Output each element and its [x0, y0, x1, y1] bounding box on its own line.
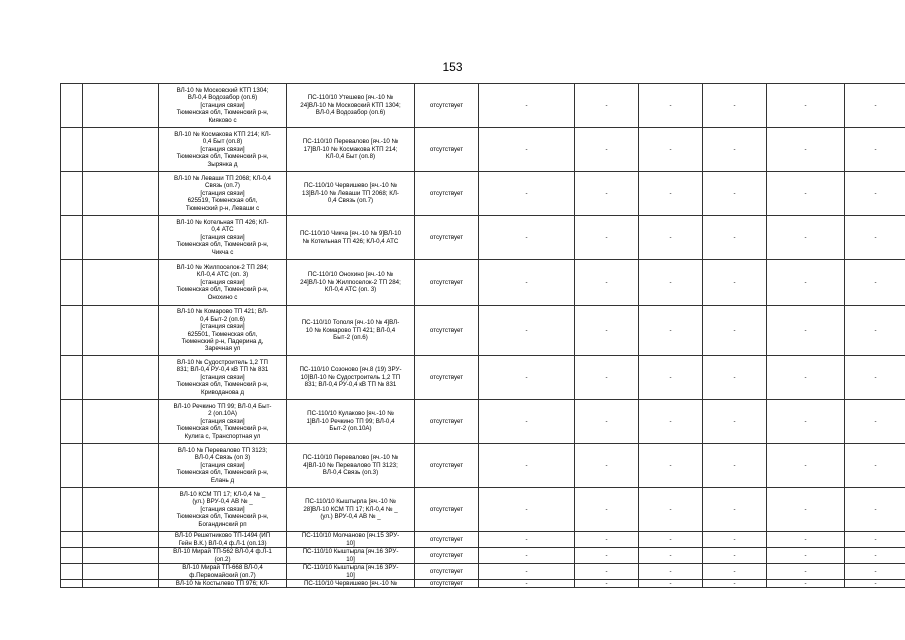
empty-cell	[83, 564, 159, 580]
value-cell: -	[639, 488, 703, 532]
value-cell: -	[703, 532, 767, 548]
value-cell: -	[575, 128, 639, 172]
value-cell: -	[639, 356, 703, 400]
empty-cell	[61, 216, 83, 260]
value-cell: -	[639, 172, 703, 216]
value-cell: -	[703, 444, 767, 488]
empty-cell	[61, 260, 83, 306]
value-cell: -	[767, 172, 845, 216]
status-cell: отсутствует	[415, 580, 479, 588]
substation-cell: ПС-110/10 Перевалово [яч.-10 № 4]ВЛ-10 № Перевалово ТП 3123; ВЛ-0,4 Связь (оп.3)	[287, 444, 415, 488]
status-cell: отсутствует	[415, 260, 479, 306]
line-description-cell: ВЛ-10 Решетниково ТП-1494 (ИП Гейн В.К.) ВЛ-0,4 ф.Л-1 (оп.13)	[159, 532, 287, 548]
value-cell: -	[639, 580, 703, 588]
table-row	[61, 356, 905, 400]
empty-cell	[61, 488, 83, 532]
value-cell: -	[479, 356, 575, 400]
empty-cell	[61, 548, 83, 564]
value-cell: -	[845, 488, 905, 532]
value-cell: -	[479, 216, 575, 260]
value-cell: -	[575, 532, 639, 548]
empty-cell	[83, 444, 159, 488]
value-cell: -	[639, 444, 703, 488]
value-cell: -	[639, 564, 703, 580]
value-cell: -	[845, 260, 905, 306]
line-description-cell: ВЛ-10 КСМ ТП 17; КЛ-0,4 № _ (ул.) ВРУ-0,4 АВ № _ [станция связи] Тюменская обл, Тюменский р-н, Богандинский рп	[159, 488, 287, 532]
table-row	[61, 488, 905, 532]
value-cell: -	[703, 564, 767, 580]
substation-cell: ПС-110/10 Кыштырла [яч.-10 № 28]ВЛ-10 КСМ ТП 17; КЛ-0,4 № _ (ул.) ВРУ-0,4 АВ № _	[287, 488, 415, 532]
value-cell: -	[479, 548, 575, 564]
value-cell: -	[703, 580, 767, 588]
value-cell: -	[479, 128, 575, 172]
substation-cell: ПС-110/10 Онохино [яч.-10 № 24]ВЛ-10 № Жилпоселок-2 ТП 284; КЛ-0,4 АТС (оп. 3)	[287, 260, 415, 306]
empty-cell	[83, 488, 159, 532]
value-cell: -	[767, 128, 845, 172]
table-row	[61, 580, 905, 588]
empty-cell	[83, 216, 159, 260]
table-row	[61, 128, 905, 172]
value-cell: -	[639, 400, 703, 444]
empty-cell	[83, 260, 159, 306]
status-cell: отсутствует	[415, 400, 479, 444]
empty-cell	[83, 580, 159, 588]
value-cell: -	[845, 84, 905, 128]
status-cell: отсутствует	[415, 128, 479, 172]
value-cell: -	[845, 172, 905, 216]
value-cell: -	[703, 548, 767, 564]
empty-cell	[61, 532, 83, 548]
value-cell: -	[767, 84, 845, 128]
empty-cell	[83, 306, 159, 356]
substation-cell: ПС-110/10 Тополя [яч.-10 № 4]ВЛ- 10 № Комарово ТП 421; ВЛ-0,4 Быт-2 (оп.6)	[287, 306, 415, 356]
value-cell: -	[639, 532, 703, 548]
line-description-cell: ВЛ-10 Мирай ТП-668 ВЛ-0,4 ф.Первомайский (оп.7)	[159, 564, 287, 580]
status-cell: отсутствует	[415, 172, 479, 216]
value-cell: -	[845, 580, 905, 588]
empty-cell	[61, 172, 83, 216]
status-cell: отсутствует	[415, 84, 479, 128]
value-cell: -	[703, 216, 767, 260]
page-number: 153	[442, 60, 463, 74]
table-row	[61, 84, 905, 128]
value-cell: -	[767, 444, 845, 488]
value-cell: -	[703, 488, 767, 532]
status-cell: отсутствует	[415, 444, 479, 488]
empty-cell	[61, 84, 83, 128]
value-cell: -	[845, 548, 905, 564]
value-cell: -	[575, 564, 639, 580]
empty-cell	[83, 532, 159, 548]
value-cell: -	[767, 548, 845, 564]
value-cell: -	[575, 488, 639, 532]
value-cell: -	[767, 564, 845, 580]
value-cell: -	[703, 356, 767, 400]
value-cell: -	[575, 84, 639, 128]
status-cell: отсутствует	[415, 356, 479, 400]
line-description-cell: ВЛ-10 № Леваши ТП 2068; КЛ-0,4 Связь (оп.7) [станция связи] 625519, Тюменская обл, Тюменский р-н, Леваши с	[159, 172, 287, 216]
value-cell: -	[703, 84, 767, 128]
value-cell: -	[767, 532, 845, 548]
value-cell: -	[479, 532, 575, 548]
substation-cell: ПС-110/10 Молчаново [яч.15 ЗРУ- 10]	[287, 532, 415, 548]
line-description-cell: ВЛ-10 № Судостроитель 1,2 ТП 831; ВЛ-0,4 РУ-0,4 кВ ТП № 831 [станция связи] Тюменская обл, Тюменский р-н, Криводанова д	[159, 356, 287, 400]
status-cell: отсутствует	[415, 532, 479, 548]
status-cell: отсутствует	[415, 216, 479, 260]
substation-cell: ПС-110/10 Кулаково [яч.-10 № 1]ВЛ-10 Речкино ТП 99; ВЛ-0,4 Быт-2 (оп.10А)	[287, 400, 415, 444]
status-cell: отсутствует	[415, 488, 479, 532]
value-cell: -	[767, 216, 845, 260]
value-cell: -	[479, 444, 575, 488]
value-cell: -	[845, 400, 905, 444]
substation-cell: ПС-110/10 Чикча [яч.-10 № 9]ВЛ-10 № Котельная ТП 426; КЛ-0,4 АТС	[287, 216, 415, 260]
table-row	[61, 564, 905, 580]
value-cell: -	[767, 488, 845, 532]
substation-cell: ПС-110/10 Червишево [яч.-10 № 13]ВЛ-10 № Леваши ТП 2068; КЛ- 0,4 Связь (оп.7)	[287, 172, 415, 216]
value-cell: -	[639, 306, 703, 356]
table-row	[61, 400, 905, 444]
value-cell: -	[845, 306, 905, 356]
table-row	[61, 260, 905, 306]
value-cell: -	[479, 306, 575, 356]
value-cell: -	[845, 216, 905, 260]
empty-cell	[61, 128, 83, 172]
value-cell: -	[479, 580, 575, 588]
substation-cell: ПС-110/10 Утешево [яч.-10 № 24]ВЛ-10 № Московский КТП 1304; ВЛ-0,4 Водозабор (оп.6)	[287, 84, 415, 128]
line-description-cell: ВЛ-10 № Жилпоселок-2 ТП 284; КЛ-0,4 АТС (оп. 3) [станция связи] Тюменская обл, Тюменский р-н, Онохино с	[159, 260, 287, 306]
line-description-cell: ВЛ-10 № Космакова КТП 214; КЛ- 0,4 Быт (оп.8) [станция связи] Тюменская обл, Тюменский р-н, Зырянка д	[159, 128, 287, 172]
value-cell: -	[639, 216, 703, 260]
value-cell: -	[575, 356, 639, 400]
value-cell: -	[703, 172, 767, 216]
data-table	[60, 83, 905, 588]
value-cell: -	[479, 172, 575, 216]
status-cell: отсутствует	[415, 548, 479, 564]
value-cell: -	[479, 564, 575, 580]
value-cell: -	[845, 444, 905, 488]
value-cell: -	[639, 548, 703, 564]
value-cell: -	[639, 128, 703, 172]
value-cell: -	[575, 172, 639, 216]
table-row	[61, 216, 905, 260]
value-cell: -	[703, 306, 767, 356]
table-row	[61, 444, 905, 488]
substation-cell: ПС-110/10 Кыштырла [яч.16 ЗРУ- 10]	[287, 548, 415, 564]
value-cell: -	[703, 400, 767, 444]
empty-cell	[61, 580, 83, 588]
table-row	[61, 548, 905, 564]
empty-cell	[83, 128, 159, 172]
empty-cell	[83, 356, 159, 400]
line-description-cell: ВЛ-10 № Комарово ТП 421; ВЛ- 0,4 Быт-2 (оп.6) [станция связи] 625501, Тюменская обл, Тюменский р-н, Падерина д, Заречная ул	[159, 306, 287, 356]
value-cell: -	[575, 400, 639, 444]
empty-cell	[83, 172, 159, 216]
value-cell: -	[767, 260, 845, 306]
value-cell: -	[639, 84, 703, 128]
value-cell: -	[767, 400, 845, 444]
value-cell: -	[479, 260, 575, 306]
value-cell: -	[845, 532, 905, 548]
value-cell: -	[639, 260, 703, 306]
value-cell: -	[767, 580, 845, 588]
substation-cell: ПС-110/10 Червишево [яч.-10 №	[287, 580, 415, 588]
substation-cell: ПС-110/10 Перевалово [яч.-10 № 17]ВЛ-10 № Космакова КТП 214; КЛ-0,4 Быт (оп.8)	[287, 128, 415, 172]
value-cell: -	[479, 488, 575, 532]
value-cell: -	[575, 260, 639, 306]
table-row	[61, 306, 905, 356]
empty-cell	[83, 548, 159, 564]
value-cell: -	[575, 444, 639, 488]
line-description-cell: ВЛ-10 Мирай ТП-562 ВЛ-0,4 ф.Л-1 (оп.2)	[159, 548, 287, 564]
value-cell: -	[575, 580, 639, 588]
value-cell: -	[575, 306, 639, 356]
empty-cell	[61, 564, 83, 580]
status-cell: отсутствует	[415, 306, 479, 356]
substation-cell: ПС-110/10 Созоново [яч.8 (19) ЗРУ- 10]ВЛ-10 № Судостроитель 1,2 ТП 831; ВЛ-0,4 РУ-0,4 кВ ТП № 831	[287, 356, 415, 400]
value-cell: -	[703, 260, 767, 306]
value-cell: -	[479, 84, 575, 128]
table-row	[61, 172, 905, 216]
status-cell: отсутствует	[415, 564, 479, 580]
value-cell: -	[479, 400, 575, 444]
line-description-cell: ВЛ-10 № Московский КТП 1304; ВЛ-0,4 Водозабор (оп.6) [станция связи] Тюменская обл, Тюменский р-н, Кияково с	[159, 84, 287, 128]
line-description-cell: ВЛ-10 № Костылево ТП 976; КЛ-	[159, 580, 287, 588]
empty-cell	[61, 356, 83, 400]
empty-cell	[83, 400, 159, 444]
substation-cell: ПС-110/10 Кыштырла [яч.16 ЗРУ- 10]	[287, 564, 415, 580]
line-description-cell: ВЛ-10 Речкино ТП 99; ВЛ-0,4 Быт- 2 (оп.10А) [станция связи] Тюменская обл, Тюменский р-н, Кулига с, Транспортная ул	[159, 400, 287, 444]
value-cell: -	[575, 216, 639, 260]
empty-cell	[83, 84, 159, 128]
value-cell: -	[767, 306, 845, 356]
value-cell: -	[845, 356, 905, 400]
line-description-cell: ВЛ-10 № Котельная ТП 426; КЛ- 0,4 АТС [станция связи] Тюменская обл, Тюменский р-н, Чикча с	[159, 216, 287, 260]
value-cell: -	[845, 564, 905, 580]
value-cell: -	[703, 128, 767, 172]
value-cell: -	[575, 548, 639, 564]
table-row	[61, 532, 905, 548]
value-cell: -	[845, 128, 905, 172]
value-cell: -	[767, 356, 845, 400]
empty-cell	[61, 444, 83, 488]
line-description-cell: ВЛ-10 № Перевалово ТП 3123; ВЛ-0,4 Связь (оп 3) [станция связи] Тюменская обл, Тюменский р-н, Елань д	[159, 444, 287, 488]
empty-cell	[61, 306, 83, 356]
empty-cell	[61, 400, 83, 444]
